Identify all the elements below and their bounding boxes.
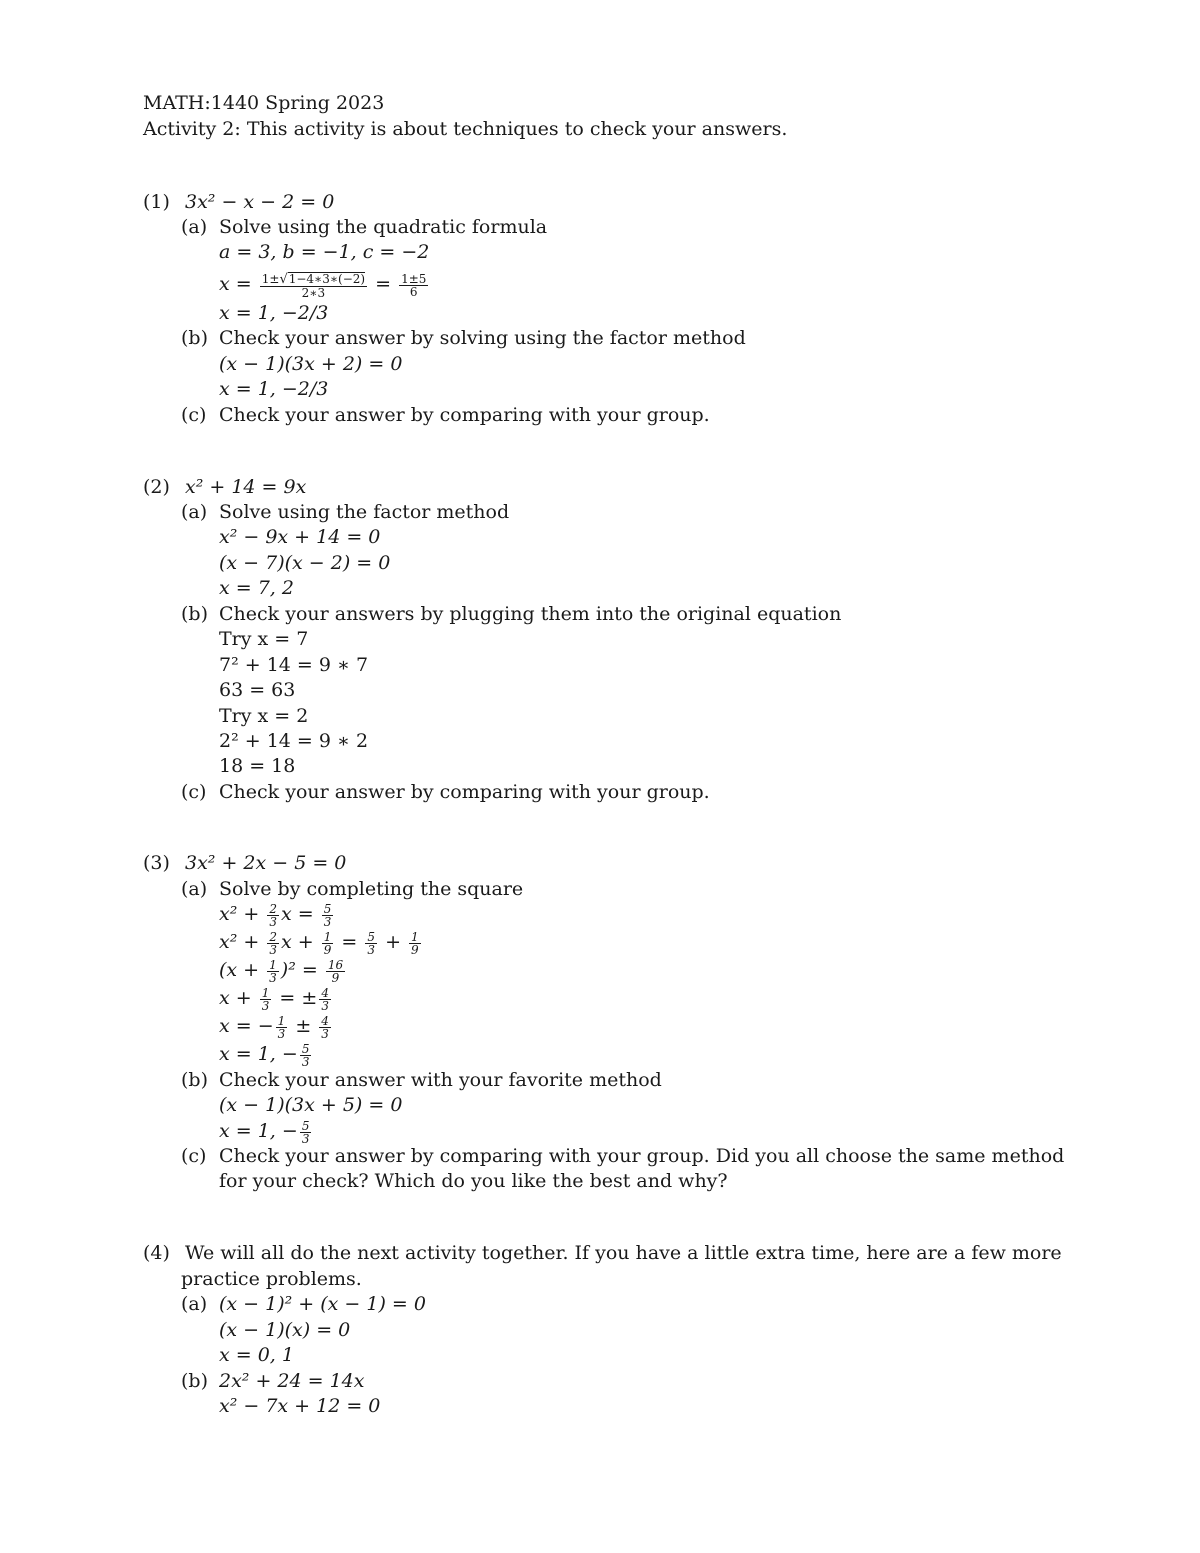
problem-3-number: (3): [143, 852, 170, 874]
step5-part: x = −: [219, 1015, 274, 1037]
problem-1a-quadratic-formula: [219, 266, 430, 302]
problem-2b-text: Check your answers by plugging them into the original equation: [219, 603, 842, 625]
problem-1c-label: (c): [181, 404, 207, 426]
step4-frac2-den: 3: [321, 998, 329, 1013]
problem-3a-step2: [219, 930, 423, 956]
problem-2c: [181, 780, 710, 805]
step3-part: )² =: [280, 959, 318, 981]
problem-1b-text: Check your answer by solving using the factor method: [219, 327, 746, 349]
problem-2b-check7: 7² + 14 = 9 ∗ 7: [219, 654, 369, 676]
formula-simplified-fraction: [399, 273, 428, 298]
problem-1b: [181, 326, 746, 351]
problem-3a-label: (a): [181, 878, 208, 900]
problem-3a-step4: [219, 986, 333, 1012]
step6-frac1-num: 5: [301, 1041, 310, 1056]
step6-part: x = 1, −: [219, 1043, 298, 1065]
step2-frac4-num: 1: [411, 929, 419, 944]
problem-1a-label: (a): [181, 216, 208, 238]
problem-3c-label: (c): [181, 1145, 207, 1167]
step1-frac1-den: 3: [269, 914, 277, 929]
problem-3c-text-line1: Check your answer by comparing with your group. Did you all choose the same method: [219, 1145, 1065, 1167]
formula-simplified-num: 1±5: [401, 271, 427, 286]
step1-frac2-den: 3: [323, 914, 332, 929]
problem-3-equation: 3x² + 2x − 5 = 0: [185, 852, 347, 874]
step5-frac1-num: 1: [277, 1013, 286, 1028]
problem-2: [143, 475, 306, 500]
problem-3: [143, 851, 346, 876]
problem-3c: [181, 1144, 1064, 1169]
step5-part: ±: [295, 1015, 312, 1037]
step2-frac3-den: 3: [367, 942, 376, 957]
problem-4a-factored: (x − 1)(x) = 0: [219, 1319, 351, 1341]
problem-3b-solution: [219, 1119, 313, 1145]
problem-4-text-line2: practice problems.: [181, 1268, 362, 1290]
problem-2a-text: Solve using the factor method: [219, 501, 510, 523]
problem-3b-frac-den: 3: [301, 1131, 310, 1146]
problem-1a-coefficients: a = 3, b = −1, c = −2: [219, 241, 430, 263]
formula-fraction: $\frac{1\pm√1-4∗3∗(-2)}{2∗3}$: [261, 271, 366, 300]
step4-part: x +: [219, 987, 252, 1009]
step2-plus: +: [385, 931, 401, 953]
step2-frac4-den: 9: [411, 942, 419, 957]
problem-4b-equation: 2x² + 24 = 14x: [219, 1370, 365, 1392]
problem-2a: [181, 500, 509, 525]
formula-simplified-den: 6: [409, 284, 418, 299]
problem-4-text-line1: We will all do the next activity together. If you have a little extra time, here are a few more: [185, 1242, 1062, 1264]
step3-part: (x +: [219, 959, 260, 981]
problem-2b-check2: 2² + 14 = 9 ∗ 2: [219, 730, 369, 752]
problem-1c-text: Check your answer by comparing with your group.: [219, 404, 710, 426]
problem-2c-label: (c): [181, 781, 207, 803]
problem-1a-text: Solve using the quadratic formula: [219, 216, 548, 238]
step2-frac2-den: 9: [323, 942, 332, 957]
problem-1a: [181, 215, 547, 240]
problem-4b: [181, 1369, 365, 1394]
problem-2b-try2: Try x = 2: [219, 705, 309, 727]
step3-frac2-den: 9: [331, 970, 340, 985]
step3-frac2-num: 16: [327, 957, 344, 972]
step6-frac1-den: 3: [301, 1054, 310, 1069]
problem-1-number: (1): [143, 191, 170, 213]
formula-num-prefix: 1±: [261, 271, 280, 286]
formula-radicand: 1−4∗3∗(−2): [288, 271, 366, 286]
step4-part: = ±: [279, 987, 318, 1009]
problem-4a-solution: x = 0, 1: [219, 1344, 294, 1366]
problem-1a-solution: x = 1, −2/3: [219, 302, 329, 324]
step2-frac1-den: 3: [269, 942, 277, 957]
step4-frac1-den: 3: [261, 998, 270, 1013]
step4-frac1-num: 1: [261, 985, 270, 1000]
problem-3b-label: (b): [181, 1069, 208, 1091]
problem-2b-try7: Try x = 7: [219, 628, 309, 650]
problem-3b-text: Check your answer with your favorite method: [219, 1069, 662, 1091]
problem-3b-solution-part: x = 1, −: [219, 1120, 298, 1142]
course-title: MATH:1440 Spring 2023: [143, 92, 385, 114]
problem-1b-solution: x = 1, −2/3: [219, 378, 329, 400]
problem-3b-factored: (x − 1)(3x + 5) = 0: [219, 1094, 403, 1116]
step5-frac1-den: 3: [277, 1026, 286, 1041]
formula-denominator: 2∗3: [301, 285, 326, 300]
step3-frac1-den: 3: [269, 970, 277, 985]
step2-frac2-num: 1: [323, 929, 332, 944]
problem-2b-result7: 63 = 63: [219, 679, 296, 701]
problem-3b: [181, 1068, 662, 1093]
problem-1: [143, 190, 334, 215]
problem-2c-text: Check your answer by comparing with your group.: [219, 781, 710, 803]
problem-2a-step2: (x − 7)(x − 2) = 0: [219, 552, 391, 574]
step1-frac2-num: 5: [323, 901, 332, 916]
step2-part: x +: [280, 931, 314, 953]
step2-frac3-num: 5: [367, 929, 376, 944]
problem-2b: [181, 602, 841, 627]
step2-frac1-num: 2: [269, 929, 277, 944]
problem-4-number: (4): [143, 1242, 170, 1264]
problem-3a-step1: [219, 902, 335, 928]
problem-1b-factored: (x − 1)(3x + 2) = 0: [219, 353, 403, 375]
problem-2b-label: (b): [181, 603, 208, 625]
problem-4a-label: (a): [181, 1293, 208, 1315]
problem-3a: [181, 877, 523, 902]
problem-4a: [181, 1292, 426, 1317]
step4-frac2-num: 4: [321, 985, 329, 1000]
problem-4a-equation: (x − 1)² + (x − 1) = 0: [219, 1293, 426, 1315]
problem-2a-solution: x = 7, 2: [219, 577, 294, 599]
step1-part: x² +: [219, 903, 260, 925]
problem-4: [143, 1241, 1062, 1266]
problem-2a-label: (a): [181, 501, 208, 523]
problem-1c: [181, 403, 710, 428]
problem-1-equation: 3x² − x − 2 = 0: [185, 191, 335, 213]
problem-2b-result2: 18 = 18: [219, 755, 296, 777]
step1-part: x =: [280, 903, 314, 925]
problem-4b-step1: x² − 7x + 12 = 0: [219, 1395, 381, 1417]
formula-lhs: x =: [219, 273, 252, 295]
problem-3a-step3: [219, 958, 347, 984]
step3-frac1-num: 1: [269, 957, 277, 972]
step2-equals: =: [341, 931, 358, 953]
activity-description: Activity 2: This activity is about techniques to check your answers.: [143, 118, 788, 140]
problem-3b-frac-num: 5: [301, 1118, 310, 1133]
problem-3c-text-line2: for your check? Which do you like the best and why?: [219, 1170, 728, 1192]
problem-1b-label: (b): [181, 327, 208, 349]
step2-part: x² +: [219, 931, 260, 953]
problem-2-number: (2): [143, 476, 170, 498]
formula-equals: =: [375, 273, 392, 295]
problem-2-equation: x² + 14 = 9x: [185, 476, 307, 498]
step1-frac1-num: 2: [269, 901, 277, 916]
problem-3a-solution: [219, 1042, 313, 1068]
problem-3a-step5: [219, 1014, 333, 1040]
problem-2a-step1: x² − 9x + 14 = 0: [219, 526, 381, 548]
problem-3a-text: Solve by completing the square: [219, 878, 524, 900]
step5-frac2-den: 3: [321, 1026, 329, 1041]
problem-4b-label: (b): [181, 1370, 208, 1392]
step5-frac2-num: 4: [321, 1013, 329, 1028]
